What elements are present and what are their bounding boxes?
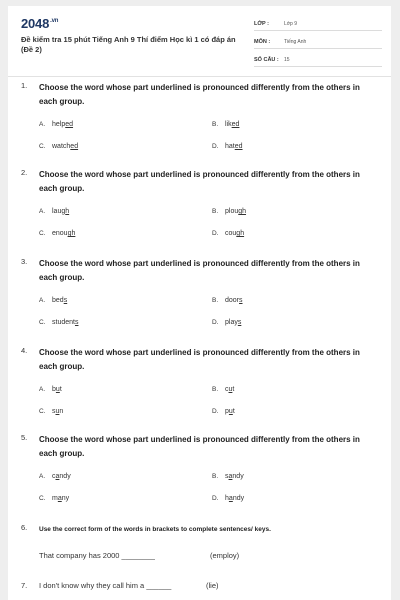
option-text: play (225, 319, 238, 326)
option-text: t (59, 386, 62, 393)
option-letter: D. (212, 319, 219, 326)
option-b[interactable] (212, 208, 246, 215)
question-text: Use the correct form of the words in brackets to complete sentences/ keys. (39, 526, 271, 533)
option-a[interactable] (39, 297, 67, 304)
option-letter: A. (39, 297, 46, 304)
site-logo[interactable] (21, 16, 58, 31)
option-c[interactable] (39, 495, 69, 502)
option-text: c (225, 386, 229, 393)
option-text: s (52, 408, 56, 415)
option-a[interactable] (39, 208, 69, 215)
document-title: Đề kiểm tra 15 phút Tiếng Anh 9 Thí điểm Học kì 1 có đáp án (Đề 2) (21, 35, 236, 54)
option-b[interactable] (212, 386, 234, 393)
option-letter: A. (39, 121, 46, 128)
option-b[interactable] (212, 297, 243, 304)
meta-value: Tiếng Anh (284, 38, 307, 45)
option-text: help (52, 121, 66, 128)
option-text: b (52, 386, 56, 393)
option-letter: D. (212, 143, 219, 150)
question-number: 6. (21, 523, 28, 532)
option-b[interactable] (212, 473, 244, 480)
option-underlined: ed (70, 143, 79, 150)
option-underlined: s (63, 297, 68, 304)
option-underlined: a (228, 473, 233, 480)
logo-suffix: .vn (50, 18, 59, 24)
meta-info (254, 17, 382, 71)
option-text: n (59, 408, 64, 415)
option-b[interactable] (212, 121, 239, 128)
option-underlined: u (228, 386, 233, 393)
meta-row-subject (254, 35, 382, 49)
meta-row-count (254, 53, 382, 67)
option-text: ny (61, 495, 70, 502)
option-text: m (52, 495, 58, 502)
fill-sentence[interactable]: That company has 2000 ________ (39, 551, 155, 560)
option-underlined: s (239, 297, 243, 304)
meta-row-class (254, 17, 382, 31)
question-text: Choose the word whose part underlined is pronounced differently from the others in each group. (39, 348, 360, 371)
option-underlined: ed (65, 121, 74, 128)
meta-value: 15 (284, 56, 290, 63)
meta-value: Lớp 9 (284, 20, 298, 27)
option-c[interactable] (39, 319, 78, 326)
option-underlined: ed (231, 121, 240, 128)
document-sheet (8, 6, 391, 600)
option-text: student (52, 319, 75, 326)
option-letter: B. (212, 386, 219, 393)
option-letter: C. (39, 495, 46, 502)
option-letter: A. (39, 386, 46, 393)
question-number: 5. (21, 433, 28, 442)
option-underlined: gh (238, 208, 247, 215)
option-text: ndy (232, 495, 245, 502)
option-letter: A. (39, 208, 46, 215)
question-text: Choose the word whose part underlined is pronounced differently from the others in each group. (39, 259, 360, 282)
option-c[interactable] (39, 230, 75, 237)
option-letter: B. (212, 208, 219, 215)
option-letter: C. (39, 143, 46, 150)
document-header (8, 6, 391, 77)
option-letter: D. (212, 408, 219, 415)
option-c[interactable] (39, 143, 78, 150)
question-number: 7. (21, 581, 28, 590)
option-underlined: ed (234, 143, 243, 150)
option-underlined: u (55, 408, 60, 415)
option-text: s (225, 473, 229, 480)
option-underlined: gh (67, 230, 76, 237)
option-underlined: h (65, 208, 70, 215)
option-text: enou (52, 230, 68, 237)
option-underlined: u (228, 408, 233, 415)
option-letter: A. (39, 473, 46, 480)
option-letter: D. (212, 495, 219, 502)
option-d[interactable] (212, 143, 243, 150)
option-underlined: s (237, 319, 242, 326)
option-a[interactable] (39, 473, 71, 480)
option-d[interactable] (212, 230, 244, 237)
question-text: Choose the word whose part underlined is pronounced differently from the others in each group. (39, 83, 360, 106)
option-d[interactable] (212, 319, 241, 326)
question-number: 4. (21, 346, 28, 355)
option-text: h (225, 495, 229, 502)
option-a[interactable] (39, 386, 62, 393)
question-text: Choose the word whose part underlined is pronounced differently from the others in each group. (39, 170, 360, 193)
option-text: t (232, 408, 235, 415)
fill-sentence[interactable]: I don't know why they call him a ______ (39, 581, 172, 590)
option-text: ndy (232, 473, 244, 480)
option-text: p (225, 408, 229, 415)
option-underlined: a (228, 495, 233, 502)
option-letter: B. (212, 121, 219, 128)
option-underlined: a (57, 495, 62, 502)
question-number: 2. (21, 168, 28, 177)
word-hint: (employ) (210, 551, 240, 560)
option-text: door (225, 297, 240, 304)
option-text: laug (52, 208, 66, 215)
option-text: cou (225, 230, 237, 237)
option-d[interactable] (212, 408, 235, 415)
option-letter: C. (39, 408, 46, 415)
option-text: plou (225, 208, 239, 215)
option-text: hat (225, 143, 235, 150)
option-letter: B. (212, 297, 219, 304)
option-text: lik (225, 121, 232, 128)
option-text: bed (52, 297, 64, 304)
option-c[interactable] (39, 408, 63, 415)
question-number: 3. (21, 257, 28, 266)
logo-text: 2048 (21, 16, 50, 31)
option-underlined: a (55, 473, 60, 480)
option-letter: C. (39, 319, 46, 326)
question-number: 1. (21, 81, 28, 90)
option-letter: C. (39, 230, 46, 237)
meta-label: LỚP : (254, 20, 269, 27)
meta-label: SỐ CÂU : (254, 56, 279, 63)
option-text: t (232, 386, 235, 393)
option-letter: B. (212, 473, 219, 480)
meta-label: MÔN : (254, 38, 271, 45)
option-text: watch (52, 143, 71, 150)
option-underlined: s (74, 319, 79, 326)
word-hint: (lie) (206, 581, 219, 590)
question-text: Choose the word whose part underlined is pronounced differently from the others in each group. (39, 435, 360, 458)
option-underlined: gh (236, 230, 245, 237)
option-letter: D. (212, 230, 219, 237)
option-text: c (52, 473, 56, 480)
option-a[interactable] (39, 121, 73, 128)
option-d[interactable] (212, 495, 244, 502)
option-underlined: u (55, 386, 60, 393)
option-text: ndy (59, 473, 71, 480)
